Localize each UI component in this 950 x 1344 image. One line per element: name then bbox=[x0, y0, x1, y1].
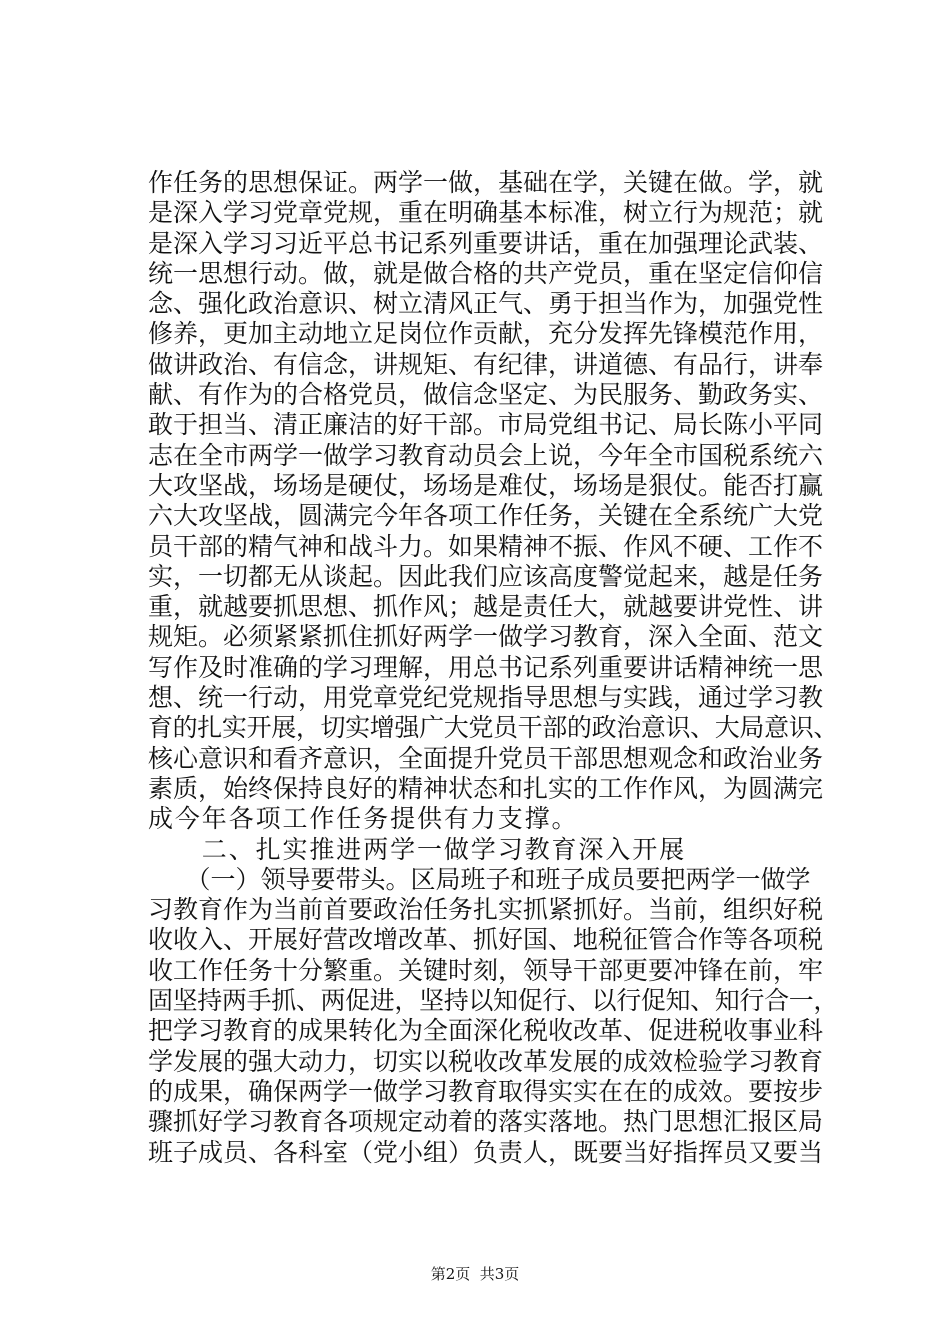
text-line: 收工作任务十分繁重。关键时刻，领导干部更要冲锋在前，牢 bbox=[148, 955, 824, 985]
page-footer bbox=[0, 1264, 950, 1284]
text-line: 大攻坚战，场场是硬仗，场场是难仗，场场是狠仗。能否打赢 bbox=[148, 470, 824, 500]
text-line: 想、统一行动，用党章党纪党规指导思想与实践，通过学习教 bbox=[148, 683, 824, 713]
text-line: 员干部的精气神和战斗力。如果精神不振、作风不硬、工作不 bbox=[148, 531, 824, 561]
text-line: 修养，更加主动地立足岗位作贡献，充分发挥先锋模范作用， bbox=[148, 319, 824, 349]
text-line: 把学习教育的成果转化为全面深化税收改革、促进税收事业科 bbox=[148, 1016, 824, 1046]
text-line: 核心意识和看齐意识，全面提升党员干部思想观念和政治业务 bbox=[148, 743, 824, 773]
text-line: 的成果，确保两学一做学习教育取得实实在在的成效。要按步 bbox=[148, 1076, 824, 1106]
text-line: 是深入学习习近平总书记系列重要讲话，重在加强理论武装、 bbox=[148, 228, 824, 258]
text-line: 班子成员、各科室（党小组）负责人，既要当好指挥员又要当 bbox=[148, 1137, 824, 1167]
page-number: 第2页 共3页 bbox=[430, 1265, 520, 1283]
text-line: 育的扎实开展，切实增强广大党员干部的政治意识、大局意识、 bbox=[148, 713, 839, 743]
text-line: 固坚持两手抓、两促进，坚持以知促行、以行促知、知行合一， bbox=[148, 986, 839, 1016]
text-line: 统一思想行动。做，就是做合格的共产党员，重在坚定信仰信 bbox=[148, 258, 824, 288]
text-line: 六大攻坚战，圆满完今年各项工作任务，关键在全系统广大党 bbox=[148, 501, 824, 531]
text-line: 志在全市两学一做学习教育动员会上说，今年全市国税系统六 bbox=[148, 440, 824, 470]
text-line: 素质，始终保持良好的精神状态和扎实的工作作风，为圆满完 bbox=[148, 773, 824, 803]
text-line: 规矩。必须紧紧抓住抓好两学一做学习教育，深入全面、范文 bbox=[148, 622, 824, 652]
text-line: 献、有作为的合格党员，做信念坚定、为民服务、勤政务实、 bbox=[148, 380, 824, 410]
text-line: 做讲政治、有信念，讲规矩、有纪律，讲道德、有品行，讲奉 bbox=[148, 349, 824, 379]
text-line: 成今年各项工作任务提供有力支撑。 bbox=[148, 804, 579, 834]
text-line: 是深入学习党章党规，重在明确基本标准，树立行为规范；就 bbox=[148, 198, 824, 228]
text-line: 实，一切都无从谈起。因此我们应该高度警觉起来，越是任务 bbox=[148, 561, 824, 591]
text-line: 重，就越要抓思想、抓作风；越是责任大，就越要讲党性、讲 bbox=[148, 592, 824, 622]
text-line: 写作及时准确的学习理解，用总书记系列重要讲话精神统一思 bbox=[148, 652, 824, 682]
text-line: 敢于担当、清正廉洁的好干部。市局党组书记、局长陈小平同 bbox=[148, 410, 824, 440]
text-line: （一）领导要带头。区局班子和班子成员要把两学一做学 bbox=[148, 864, 811, 894]
text-line: 收收入、开展好营改增改革、抓好国、地税征管合作等各项税 bbox=[148, 925, 824, 955]
text-line: 作任务的思想保证。两学一做，基础在学，关键在做。学，就 bbox=[148, 168, 824, 197]
text-line: 念、强化政治意识、树立清风正气、勇于担当作为，加强党性 bbox=[148, 289, 824, 319]
text-line: 学发展的强大动力，切实以税收改革发展的成效检验学习教育 bbox=[148, 1046, 824, 1076]
body-text bbox=[148, 168, 838, 1168]
text-line: 习教育作为当前首要政治任务扎实抓紧抓好。当前，组织好税 bbox=[148, 895, 824, 925]
text-line: 二、扎实推进两学一做学习教育深入开展 bbox=[148, 834, 687, 864]
text-line: 骤抓好学习教育各项规定动着的落实落地。热门思想汇报区局 bbox=[148, 1107, 824, 1137]
